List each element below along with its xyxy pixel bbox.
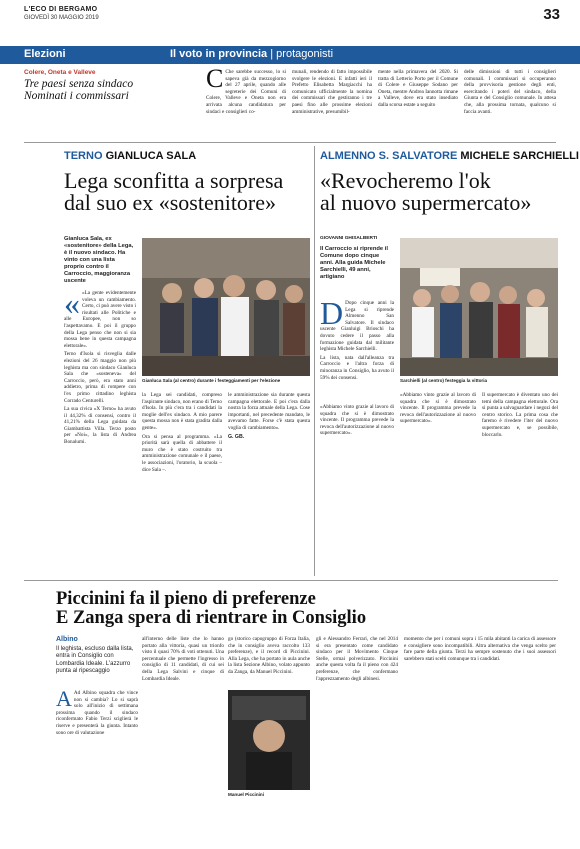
section-band [0,46,580,64]
right-story-place: ALMENNO S. SALVATORE [320,150,458,162]
section-title-sub: protagonisti [276,48,334,60]
left-story-col2: la Lega sei candidati, compreso l'aspirante sindaco, non erano di Terno d'Isola. In più c'era tra i candidati la moglie dell'ex sindaco. A mio parere questa mossa non è stata gradita dalla gente». Ora si pensa al programma. «La priorità sarà quella di abbattere il muro che è stato costruito tra amministrazione comunale e il paese, le associazioni, l'oratorio, la scuola – dice Sala –. [142,392,222,473]
right-story-photo-caption: Sarchielli (al centro) festeggia la vittoria [400,378,488,383]
section-label: Elezioni [24,48,66,60]
bottom-story-lead: Il leghista, escluso dalla lista, entra in Consiglio con Lombardia Ideale. L'azzurro punta al ripescaggio [56,646,134,675]
newspaper-name: L'ECO DI BERGAMO [24,6,98,13]
right-story-name: MICHELE SARCHIELLI [460,150,579,162]
left-story-place: TERNO [64,150,103,162]
left-story-photo-caption: Gianluca Sala (al centro) durante i festeggiamenti per l'elezione [142,378,281,383]
left-story-headline-line2: dal suo ex «sostenitore» [64,190,277,216]
right-story-headline-line2: al nuovo supermercato» [320,190,532,216]
bottom-story-headline [56,590,556,628]
masthead [24,6,560,36]
divider-bottom [24,580,558,581]
bottom-story-col3: go (storico capogruppo di Forza Italia, che in consiglio aveva raccolto 133 preferenze), e il record di Piccinini. Alla Lega, che ha portato in aula anche la lista Sezione Albino, volato appunto da Zanga, da Manuel Piccinini. [228,636,310,675]
top-story-headline [24,79,194,102]
right-story-col2: «Abbiamo vinto grazie al lavoro di squadra che si è dimostrato vincente. Il programma prevede la revoca dell'autorizzazione al nuovo supermercato». [400,392,476,425]
bottom-story-headline-line2: E Zanga spera di rientrare in Consiglio [56,607,367,628]
right-story-kicker [320,150,579,162]
celebration-photo-illustration [400,238,558,376]
right-story-author: GIOVANNI GHISALBERTI [320,236,378,241]
bottom-story-col2: all'interno delle liste che lo hanno portato alla vittoria, quasi un trionfo visto il quasi 70% di voti ottenuti. Una percentuale che permette l'ingresso in consiglio di 11 candidati, di cui sei della Lega Salvini e cinque di Lombardia Ideale. [142,636,224,682]
bottom-story-col4: gli e Alessandro Ferrari, che nel 2014 si era presentato come candidato sindaco per il Movimento Cinque Stelle, ormai polverizzato. Piccinini anche questa volta fa il pieno con 424 preferenze, che confermano l'apprezzamento degli albinesi. [316,636,398,682]
right-story-photo [400,238,558,376]
top-story-kicker: Colere, Oneta e Valleve [24,69,96,76]
drop-cap-a: A [56,686,72,711]
top-story-col2: munali, rendendo di fatto impossibile svolgere le elezioni. E infatti ieri il Prefetto Elisabetta Margiacchi ha comunicato ufficialmente la nomina dei commissari che gestiranno i tre paesi fino alle prossime elezioni amministrative, presumibil- [292,69,372,115]
left-story-byline: G. GB. [228,433,245,440]
drop-quote: « [64,285,80,321]
right-story-col1: D Dopo cinque anni la Lega si riprende Almenno San Salvatore. Il sindaco uscente Gianluigi Brioschi ha dovuto cedere il passo alla formazione guidata dal militante leghista Michele Sarchielli. La lista, nata dall'alleanza tra Carroccio e l'altra forza di minoranza in Consiglio, ha avuto il 59% dei consensi. [320,295,394,381]
top-story-col3: mente nella primavera del 2020. Si tratta di Letterio Porto per il Comune di Colere e Giuseppe Sodano per Oneta, mentre Andrea Iannotta rimane a Valleve, dove era stato insediato dalla scorsa estate a seguito [378,69,458,108]
left-story-lead: Gianluca Sala, ex «sostenitore» della Lega, è il nuovo sindaco. Ha vinto con una lista proprio contro il Carroccio, maggioranza uscente [64,236,134,284]
bottom-story-col5: momento che per i comuni sopra i 15 mila abitanti la carica di assessore e consigliere sono incompatibili. Altra alternativa che venga scelto per fare parte della giunta. Terzi ha sempre sostenuto che i suoi assessori sarebbero stati scelti comunque tra i candidati. [404,636,556,662]
bottom-story-kicker: Albino [56,636,78,643]
right-story-headline-line1: «Revocheremo l'ok [320,168,491,193]
left-story-kicker [64,150,196,162]
top-story-col4: delle dimissioni di tutti i consiglieri comunali. I commissari si occuperanno della provvisoria gestione degli enti, esercitando i poteri del sindaco, della Giunta e del Consiglio comunale. In attesa che, alla prossima tornata, qualcuno si faccia avanti. [464,69,556,115]
divider-vertical [314,146,315,576]
bottom-story-col1: A Ad Albino squadra che vince non si cambia? Lo si saprà solo all'inizio di settimana prossima quando il sindaco riconfermato Fabio Terzi sciglierà le riserve e presenterà la giunta. Intanto sono ore di valutazione [56,686,138,736]
section-title [170,48,333,60]
section-title-main: Il voto in provincia [170,48,268,60]
left-story-col3: le amministrazione sia durante questa campagna elettorale. E poi c'era dalla nostra la forza attuale della Lega. Cose importanti, nel precedente mandato, le avevamo fatte. Forse c'è stata questa voglia di cambiamento». G. GB. [228,392,310,440]
top-story-headline-line2: Nominati i commissari [24,89,129,102]
top-story-col1: C Che sarebbe successo, lo si sapeva già da mezzogiorno del 27 aprile, quando alle segreterie dei Comuni di Colere, Valleve e Oneta non era arrivata alcuna candidatura per sindaci e consiglieri co- [206,64,286,115]
right-story-col1b: «Abbiamo vinto grazie al lavoro di squadra che si è dimostrato vincente. Il programma prevede la revoca dell'autorizzazione al nuovo supermercato». [320,404,394,437]
left-story-photo [142,238,310,376]
crowd-photo-illustration [142,238,310,376]
bottom-story-headline-line1: Piccinini fa il pieno di preferenze [56,589,316,609]
left-story-name: GIANLUCA SALA [105,150,197,162]
portrait-photo-illustration [228,690,310,790]
bottom-story-photo-caption: Manuel Piccinini [228,792,264,797]
bottom-story-photo [228,690,310,790]
drop-cap-d: D [320,295,344,331]
drop-cap: C [206,64,224,93]
page-number: 33 [543,6,560,23]
left-story-col1: « «La gente evidentemente voleva un cambiamento. Certo, ci può avere visto i risultati alle Politiche e alle Europee, non so l'aspettavamo. E poi il gruppo della Lega penso che non si sia mossa bene in questa campagna elettorale». Terno d'Isola si risveglia dalle elezioni del 26 maggio non più leghista ma con sindaco Gianluca Sala che «sosteneva» del Carroccio, però, era stato anni addietro, prima di rompere con l'ex primo cittadino leghista Corrado Centurelli. La sua civica «X Terno» ha avuto il 44,32% di consensi, contro il 41,21% della Lega guidata da Giambattista Villa. Terzo posto per «Noi», la lista di Andrea Bonalumi. [64,285,136,446]
issue-date: GIOVEDÌ 30 MAGGIO 2019 [24,15,99,21]
divider-top [24,142,556,143]
right-story-headline [320,170,560,215]
left-story-headline-line1: Lega sconfitta a sorpresa [64,168,284,193]
top-story-headline-line1: Tre paesi senza sindaco [24,78,134,90]
left-story-headline [64,170,304,215]
right-story-col3: Il supermercato è diventato uno dei temi della campagna elettorale. Ora si punta a salvaguardare i negozi del centro storico. La prima cosa che faremo è rivedere l'iter del nuovo supermercato e, se possibile, bloccarlo. [482,392,558,438]
section-title-separator: | [267,48,277,60]
right-story-lead: Il Carroccio si riprende il Comune dopo cinque anni. Alla guida Michele Sarchielli, 49 anni, artigiano [320,246,388,280]
